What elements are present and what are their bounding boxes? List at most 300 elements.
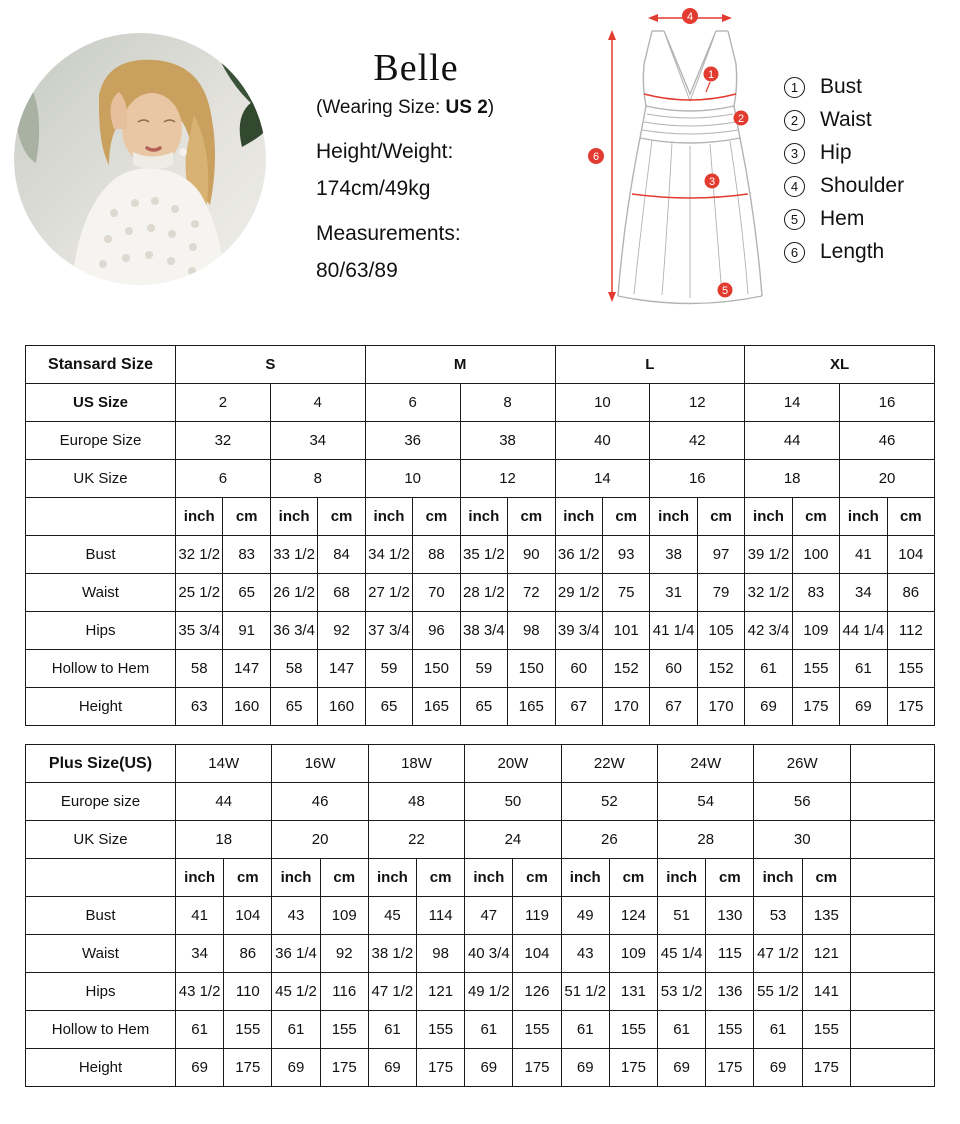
measure-cell: 67 (555, 688, 602, 726)
measure-row (26, 973, 935, 1011)
size-cell: 38 (460, 422, 555, 460)
measure-cell: 47 (465, 897, 513, 935)
measure-cell: 69 (658, 1049, 706, 1087)
measure-cell: 69 (561, 1049, 609, 1087)
unit-cm: cm (802, 859, 850, 897)
size-header: 16W (272, 745, 368, 783)
height-weight-value: 174cm/49kg (316, 176, 431, 200)
units-row (26, 859, 935, 897)
measure-cell: 69 (745, 688, 792, 726)
measurements-label: Measurements: (316, 221, 461, 245)
measure-cell: 124 (609, 897, 657, 935)
size-header: L (555, 346, 745, 384)
size-cell: 32 (176, 422, 271, 460)
measure-cell: 47 1/2 (368, 973, 416, 1011)
measure-cell: 61 (561, 1011, 609, 1049)
measure-cell: 126 (513, 973, 561, 1011)
measure-cell: 61 (745, 650, 792, 688)
measure-row (26, 612, 935, 650)
measure-cell: 32 1/2 (745, 574, 792, 612)
measure-cell: 152 (602, 650, 649, 688)
size-cell: 14 (745, 384, 840, 422)
row-label: US Size (26, 384, 176, 422)
measure-cell: 79 (697, 574, 744, 612)
wearing-size-suffix: ) (487, 96, 495, 118)
size-cell: 10 (365, 460, 460, 498)
measure-cell: 130 (706, 897, 754, 935)
measure-cell: 58 (270, 650, 317, 688)
measure-cell: 155 (320, 1011, 368, 1049)
model-photo-illustration (14, 33, 266, 285)
measure-cell: 110 (224, 973, 272, 1011)
measure-cell: 165 (508, 688, 555, 726)
measure-cell: 135 (802, 897, 850, 935)
unit-cm: cm (513, 859, 561, 897)
header-section (0, 0, 960, 345)
measure-cell: 92 (320, 935, 368, 973)
legend-number-icon: 1 (784, 77, 805, 98)
measure-cell: 155 (417, 1011, 465, 1049)
size-cell: 18 (745, 460, 840, 498)
measure-cell: 175 (609, 1049, 657, 1087)
size-cell: 46 (272, 783, 368, 821)
measure-cell: 175 (706, 1049, 754, 1087)
dress-diagram-svg (540, 6, 780, 318)
measure-cell: 40 3/4 (465, 935, 513, 973)
unit-inch: inch (270, 498, 317, 536)
unit-inch: inch (745, 498, 792, 536)
row-label: Hollow to Hem (26, 1011, 176, 1049)
measure-cell: 45 (368, 897, 416, 935)
measure-row (26, 650, 935, 688)
unit-cm: cm (223, 498, 270, 536)
measure-cell: 147 (318, 650, 365, 688)
unit-inch: inch (176, 859, 224, 897)
measure-cell: 61 (658, 1011, 706, 1049)
wearing-size-value: US 2 (445, 96, 488, 118)
measure-cell: 75 (602, 574, 649, 612)
measure-cell: 59 (365, 650, 412, 688)
size-cell: 14 (555, 460, 650, 498)
measure-cell: 69 (465, 1049, 513, 1087)
measure-cell: 37 3/4 (365, 612, 412, 650)
legend-item (784, 175, 904, 197)
measure-row (26, 897, 935, 935)
measure-cell: 43 1/2 (176, 973, 224, 1011)
measure-cell: 109 (609, 935, 657, 973)
measure-cell: 104 (224, 897, 272, 935)
dress-diagram (540, 6, 780, 318)
measure-cell: 61 (368, 1011, 416, 1049)
model-photo (14, 33, 266, 285)
unit-cm: cm (417, 859, 465, 897)
row-label: Hips (26, 612, 176, 650)
size-cell: 10 (555, 384, 650, 422)
measure-cell: 49 (561, 897, 609, 935)
measure-cell: 70 (413, 574, 460, 612)
unit-cm: cm (706, 859, 754, 897)
measure-cell: 121 (417, 973, 465, 1011)
measure-row (26, 1011, 935, 1049)
unit-inch: inch (365, 498, 412, 536)
size-cell: 18 (176, 821, 272, 859)
marker-hem: 5 (721, 285, 729, 297)
unit-cm: cm (697, 498, 744, 536)
empty-label (26, 859, 176, 897)
legend-label: Hem (820, 207, 865, 230)
size-cell: 34 (270, 422, 365, 460)
legend-number-icon: 6 (784, 242, 805, 263)
measure-cell: 175 (417, 1049, 465, 1087)
measure-cell: 155 (513, 1011, 561, 1049)
height-weight-label: Height/Weight: (316, 139, 454, 163)
measure-cell: 43 (272, 897, 320, 935)
unit-cm: cm (792, 498, 839, 536)
size-cell: 46 (840, 422, 935, 460)
legend-label: Length (820, 240, 885, 263)
measure-cell: 61 (754, 1011, 802, 1049)
measure-cell: 33 1/2 (270, 536, 317, 574)
size-cell: 56 (754, 783, 851, 821)
empty-cell (851, 897, 935, 935)
marker-hip: 3 (708, 176, 716, 188)
measure-cell: 150 (413, 650, 460, 688)
size-cell: 44 (745, 422, 840, 460)
size-cell: 52 (561, 783, 657, 821)
measure-cell: 83 (223, 536, 270, 574)
measure-cell: 60 (555, 650, 602, 688)
unit-cm: cm (508, 498, 555, 536)
measure-cell: 155 (706, 1011, 754, 1049)
size-cell: 2 (176, 384, 271, 422)
measure-cell: 25 1/2 (176, 574, 223, 612)
measure-cell: 175 (792, 688, 839, 726)
measure-cell: 28 1/2 (460, 574, 507, 612)
plus-size-table-body (26, 745, 935, 1087)
marker-waist: 2 (737, 113, 745, 125)
size-cell: 28 (658, 821, 754, 859)
measure-cell: 98 (508, 612, 555, 650)
marker-shoulder: 4 (686, 11, 694, 23)
size-cell: 6 (176, 460, 271, 498)
measure-cell: 65 (365, 688, 412, 726)
size-row (26, 821, 935, 859)
size-header: 18W (368, 745, 464, 783)
measurements-value: 80/63/89 (316, 258, 398, 282)
measure-cell: 63 (176, 688, 223, 726)
measure-cell: 65 (270, 688, 317, 726)
size-row (26, 422, 935, 460)
measure-cell: 35 1/2 (460, 536, 507, 574)
empty-cell (851, 1049, 935, 1087)
legend-label: Bust (820, 75, 863, 98)
size-cell: 48 (368, 783, 464, 821)
measure-cell: 55 1/2 (754, 973, 802, 1011)
measure-cell: 51 1/2 (561, 973, 609, 1011)
measure-row (26, 935, 935, 973)
measure-cell: 29 1/2 (555, 574, 602, 612)
table-title: Plus Size(US) (26, 745, 176, 783)
empty-cell (851, 859, 935, 897)
unit-cm: cm (609, 859, 657, 897)
measure-cell: 53 1/2 (658, 973, 706, 1011)
measure-cell: 152 (697, 650, 744, 688)
measure-cell: 170 (602, 688, 649, 726)
legend-number-icon: 3 (784, 143, 805, 164)
unit-cm: cm (224, 859, 272, 897)
size-header: S (176, 346, 366, 384)
measure-cell: 39 3/4 (555, 612, 602, 650)
measure-cell: 121 (802, 935, 850, 973)
measure-cell: 155 (887, 650, 934, 688)
measure-cell: 47 1/2 (754, 935, 802, 973)
measure-cell: 116 (320, 973, 368, 1011)
measure-cell: 136 (706, 973, 754, 1011)
measure-cell: 42 3/4 (745, 612, 792, 650)
size-cell: 50 (465, 783, 561, 821)
measure-cell: 49 1/2 (465, 973, 513, 1011)
measure-cell: 112 (887, 612, 934, 650)
legend-item (784, 76, 904, 98)
measure-cell: 91 (223, 612, 270, 650)
size-cell: 8 (270, 460, 365, 498)
measure-cell: 53 (754, 897, 802, 935)
size-header: 20W (465, 745, 561, 783)
measure-cell: 101 (602, 612, 649, 650)
row-label: Height (26, 688, 176, 726)
legend-number-icon: 5 (784, 209, 805, 230)
measure-cell: 41 (176, 897, 224, 935)
row-label: UK Size (26, 821, 176, 859)
empty-cell (851, 1011, 935, 1049)
measure-row (26, 574, 935, 612)
measure-cell: 131 (609, 973, 657, 1011)
measure-cell: 34 (840, 574, 887, 612)
size-cell: 20 (272, 821, 368, 859)
measure-cell: 92 (318, 612, 365, 650)
marker-bust: 1 (707, 69, 715, 81)
measure-cell: 104 (513, 935, 561, 973)
measure-cell: 175 (887, 688, 934, 726)
measure-cell: 86 (224, 935, 272, 973)
units-row (26, 498, 935, 536)
measure-cell: 61 (465, 1011, 513, 1049)
measure-cell: 155 (224, 1011, 272, 1049)
measure-cell: 88 (413, 536, 460, 574)
table-title: Stansard Size (26, 346, 176, 384)
legend-item (784, 109, 904, 131)
size-cell: 30 (754, 821, 851, 859)
measure-cell: 160 (318, 688, 365, 726)
measure-cell: 90 (508, 536, 555, 574)
legend-label: Waist (820, 108, 872, 131)
row-label: Hips (26, 973, 176, 1011)
size-header: XL (745, 346, 935, 384)
size-cell: 4 (270, 384, 365, 422)
unit-inch: inch (555, 498, 602, 536)
row-label: Europe size (26, 783, 176, 821)
measure-cell: 69 (272, 1049, 320, 1087)
empty-cell (851, 821, 935, 859)
size-cell: 16 (650, 460, 745, 498)
model-name: Belle (373, 47, 459, 89)
measure-cell: 93 (602, 536, 649, 574)
measure-cell: 36 1/4 (272, 935, 320, 973)
size-cell: 36 (365, 422, 460, 460)
measure-cell: 65 (223, 574, 270, 612)
size-header: 14W (176, 745, 272, 783)
row-label: Waist (26, 574, 176, 612)
measure-cell: 165 (413, 688, 460, 726)
measure-cell: 155 (802, 1011, 850, 1049)
standard-size-table (25, 345, 935, 726)
measure-cell: 141 (802, 973, 850, 1011)
legend-item (784, 241, 904, 263)
measure-cell: 68 (318, 574, 365, 612)
model-info (316, 48, 516, 283)
measure-cell: 104 (887, 536, 934, 574)
measure-cell: 115 (706, 935, 754, 973)
measure-cell: 175 (802, 1049, 850, 1087)
measure-cell: 60 (650, 650, 697, 688)
measure-cell: 61 (272, 1011, 320, 1049)
dress-outline (618, 31, 762, 304)
measure-cell: 69 (368, 1049, 416, 1087)
measure-row (26, 688, 935, 726)
measure-cell: 69 (754, 1049, 802, 1087)
unit-inch: inch (368, 859, 416, 897)
standard-size-table-body (26, 346, 935, 726)
measure-cell: 61 (840, 650, 887, 688)
measure-cell: 32 1/2 (176, 536, 223, 574)
wearing-size (316, 97, 516, 119)
measure-cell: 86 (887, 574, 934, 612)
unit-cm: cm (320, 859, 368, 897)
size-header: 22W (561, 745, 657, 783)
size-row (26, 384, 935, 422)
measure-cell: 51 (658, 897, 706, 935)
measure-cell: 45 1/4 (658, 935, 706, 973)
measure-cell: 97 (697, 536, 744, 574)
unit-cm: cm (887, 498, 934, 536)
measure-row (26, 536, 935, 574)
measure-cell: 155 (609, 1011, 657, 1049)
empty-label (26, 498, 176, 536)
empty-cell (851, 745, 935, 783)
row-label: Hollow to Hem (26, 650, 176, 688)
size-cell: 22 (368, 821, 464, 859)
measure-cell: 41 (840, 536, 887, 574)
unit-cm: cm (413, 498, 460, 536)
measure-cell: 36 1/2 (555, 536, 602, 574)
measure-cell: 67 (650, 688, 697, 726)
size-cell: 16 (840, 384, 935, 422)
measure-cell: 38 3/4 (460, 612, 507, 650)
size-cell: 42 (650, 422, 745, 460)
measure-cell: 31 (650, 574, 697, 612)
measure-cell: 175 (513, 1049, 561, 1087)
measure-cell: 41 1/4 (650, 612, 697, 650)
unit-inch: inch (840, 498, 887, 536)
size-cell: 54 (658, 783, 754, 821)
measure-cell: 38 (650, 536, 697, 574)
measure-cell: 36 3/4 (270, 612, 317, 650)
measure-cell: 109 (320, 897, 368, 935)
size-header: M (365, 346, 555, 384)
size-cell: 40 (555, 422, 650, 460)
plus-size-table (25, 744, 935, 1087)
measure-cell: 119 (513, 897, 561, 935)
row-label: Europe Size (26, 422, 176, 460)
unit-cm: cm (602, 498, 649, 536)
measure-cell: 43 (561, 935, 609, 973)
measure-cell: 69 (840, 688, 887, 726)
size-row (26, 783, 935, 821)
size-cell: 20 (840, 460, 935, 498)
unit-inch: inch (754, 859, 802, 897)
measure-cell: 61 (176, 1011, 224, 1049)
measure-row (26, 1049, 935, 1087)
unit-inch: inch (465, 859, 513, 897)
row-label: Bust (26, 536, 176, 574)
measure-cell: 105 (697, 612, 744, 650)
empty-cell (851, 935, 935, 973)
measure-cell: 39 1/2 (745, 536, 792, 574)
measure-cell: 150 (508, 650, 555, 688)
measure-cell: 96 (413, 612, 460, 650)
wearing-size-prefix: (Wearing Size: (316, 96, 441, 118)
measure-cell: 175 (224, 1049, 272, 1087)
size-header: 26W (754, 745, 851, 783)
legend-item (784, 142, 904, 164)
measure-cell: 83 (792, 574, 839, 612)
measure-cell: 34 (176, 935, 224, 973)
measure-cell: 175 (320, 1049, 368, 1087)
legend-label: Shoulder (820, 174, 905, 197)
empty-cell (851, 973, 935, 1011)
measure-cell: 26 1/2 (270, 574, 317, 612)
unit-cm: cm (318, 498, 365, 536)
legend-number-icon: 4 (784, 176, 805, 197)
row-label: Height (26, 1049, 176, 1087)
measure-cell: 34 1/2 (365, 536, 412, 574)
size-header-row (26, 346, 935, 384)
size-row (26, 460, 935, 498)
measure-cell: 72 (508, 574, 555, 612)
size-cell: 24 (465, 821, 561, 859)
size-cell: 8 (460, 384, 555, 422)
measure-cell: 160 (223, 688, 270, 726)
unit-inch: inch (176, 498, 223, 536)
measure-cell: 69 (176, 1049, 224, 1087)
measure-cell: 27 1/2 (365, 574, 412, 612)
measure-cell: 100 (792, 536, 839, 574)
size-header: 24W (658, 745, 754, 783)
measure-cell: 45 1/2 (272, 973, 320, 1011)
row-label: Bust (26, 897, 176, 935)
measure-cell: 65 (460, 688, 507, 726)
legend-label: Hip (820, 141, 852, 164)
size-cell: 44 (176, 783, 272, 821)
unit-inch: inch (272, 859, 320, 897)
size-cell: 26 (561, 821, 657, 859)
measure-cell: 147 (223, 650, 270, 688)
measure-cell: 170 (697, 688, 744, 726)
measure-cell: 44 1/4 (840, 612, 887, 650)
measure-cell: 59 (460, 650, 507, 688)
size-cell: 12 (650, 384, 745, 422)
row-label: Waist (26, 935, 176, 973)
